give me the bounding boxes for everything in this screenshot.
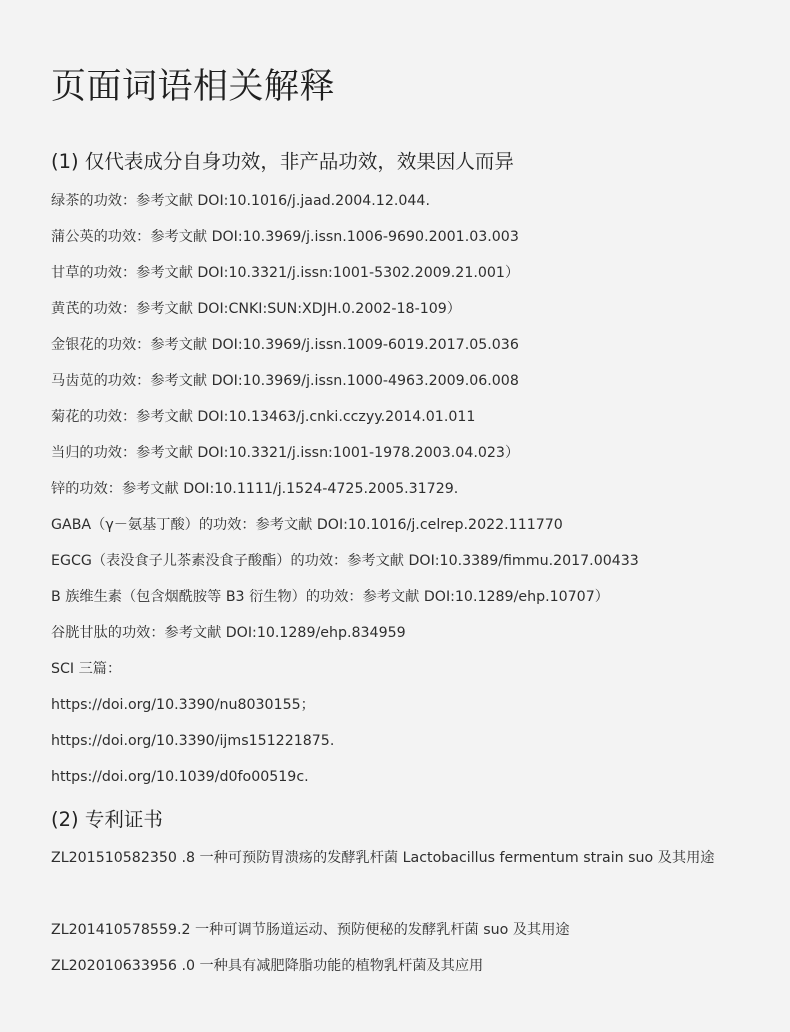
patent-line-3: ZL202010633956 .0 一种具有减肥降脂功能的植物乳杆菌及其应用 — [51, 958, 484, 974]
reference-line-chrysanthemum: 菊花的功效：参考文献 DOI:10.13463/j.cnki.cczyy.2014.01.011 — [51, 409, 476, 425]
section-heading-effects: (1) 仅代表成分自身功效，非产品功效，效果因人而异 — [51, 150, 514, 173]
reference-line-honeysuckle: 金银花的功效：参考文献 DOI:10.3969/j.issn.1009-6019.2017.05.036 — [51, 337, 519, 353]
doi-link-2: https://doi.org/10.3390/ijms151221875. — [51, 733, 335, 749]
patent-line-2: ZL201410578559.2 一种可调节肠道运动、预防便秘的发酵乳杆菌 suo 及其用途 — [51, 922, 570, 938]
patent-line-1: ZL201510582350 .8 一种可预防胃溃疡的发酵乳杆菌 Lactobacillus fermentum strain suo 及其用途 — [51, 850, 715, 866]
reference-line-purslane: 马齿苋的功效：参考文献 DOI:10.3969/j.issn.1000-4963.2009.06.008 — [51, 373, 519, 389]
reference-line-angelica: 当归的功效：参考文献 DOI:10.3321/j.issn:1001-1978.2003.04.023） — [51, 445, 520, 461]
reference-line-vitamin-b: B 族维生素（包含烟酰胺等 B3 衍生物）的功效：参考文献 DOI:10.1289/ehp.10707） — [51, 589, 609, 605]
reference-line-egcg: EGCG（表没食子儿茶素没食子酸酯）的功效：参考文献 DOI:10.3389/fimmu.2017.00433 — [51, 553, 639, 569]
page-title: 页面词语相关解释 — [51, 67, 336, 107]
reference-line-astragalus: 黄芪的功效：参考文献 DOI:CNKI:SUN:XDJH.0.2002-18-109） — [51, 301, 461, 317]
section-heading-patents: (2) 专利证书 — [51, 808, 163, 831]
sci-label: SCI 三篇： — [51, 661, 122, 677]
reference-line-dandelion: 蒲公英的功效：参考文献 DOI:10.3969/j.issn.1006-9690.2001.03.003 — [51, 229, 519, 245]
reference-line-green-tea: 绿茶的功效：参考文献 DOI:10.1016/j.jaad.2004.12.044. — [51, 193, 430, 209]
reference-line-licorice: 甘草的功效：参考文献 DOI:10.3321/j.issn:1001-5302.2009.21.001） — [51, 265, 520, 281]
reference-line-zinc: 锌的功效：参考文献 DOI:10.1111/j.1524-4725.2005.31729. — [51, 481, 459, 497]
doi-link-1: https://doi.org/10.3390/nu8030155； — [51, 697, 315, 713]
reference-line-gaba: GABA（γ－氨基丁酸）的功效：参考文献 DOI:10.1016/j.celrep.2022.111770 — [51, 517, 563, 533]
reference-line-glutathione: 谷胱甘肽的功效：参考文献 DOI:10.1289/ehp.834959 — [51, 625, 406, 641]
doi-link-3: https://doi.org/10.1039/d0fo00519c. — [51, 769, 309, 785]
